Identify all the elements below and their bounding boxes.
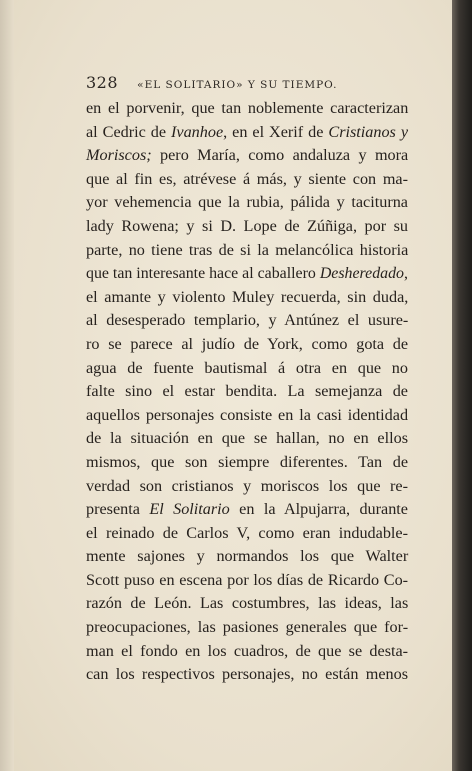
text-run: que al fin es, atrévese á más, y siente con ma- <box>86 169 408 188</box>
italic-text: El Solitario <box>149 500 230 519</box>
text-line <box>86 97 408 121</box>
text-run: agua de fuente bautismal á otra en que no <box>86 358 408 377</box>
text-line <box>86 309 408 333</box>
text-run: , en el Xerif de <box>223 122 329 141</box>
running-title: «EL SOLITARIO» Y SU TIEMPO. <box>137 79 338 91</box>
italic-text: Ivanhoe <box>171 122 224 141</box>
text-line <box>86 121 408 145</box>
body-text <box>86 97 408 687</box>
text-line <box>86 262 408 286</box>
text-run: parte, no tiene tras de si la melancólica historia <box>86 240 409 259</box>
text-line <box>86 380 408 404</box>
text-run: man el fondo en los cuadros, de que se desta- <box>86 641 409 660</box>
text-run: Scott puso en escena por los días de Ricardo Co- <box>86 570 409 589</box>
text-line <box>86 592 408 616</box>
text-run: falte sino el estar bendita. La semejanza de <box>86 382 408 401</box>
text-line <box>86 239 408 263</box>
text-line <box>86 545 408 569</box>
page-number: 328 <box>86 73 119 92</box>
text-run: que tan interesante hace al caballero <box>86 264 320 283</box>
text-run: can los respectivos personajes, no están menos <box>86 665 408 684</box>
text-line <box>86 640 408 664</box>
book-edge <box>452 0 472 771</box>
text-line <box>86 191 408 215</box>
text-line <box>86 663 408 687</box>
text-run: mente sajones y normandos los que Walter <box>86 547 409 566</box>
text-line <box>86 404 408 428</box>
text-run: verdad son cristianos y moriscos los que re- <box>86 476 408 495</box>
text-line <box>86 475 408 499</box>
text-line <box>86 168 408 192</box>
text-run: aquellos personajes consiste en la casi identidad <box>86 405 409 424</box>
text-run: presenta <box>86 500 150 519</box>
text-run: el reinado de Carlos V, como eran indudable- <box>86 523 408 542</box>
page-header <box>86 73 416 95</box>
italic-text: Cristianos y <box>328 122 409 141</box>
italic-text: Moriscos; <box>86 146 152 165</box>
text-line <box>86 144 408 168</box>
text-run: el amante y violento Muley recuerda, sin duda, <box>86 287 409 306</box>
text-line <box>86 569 408 593</box>
text-line <box>86 357 408 381</box>
text-run: lady Rowena; y si D. Lope de Zúñiga, por su <box>86 216 408 235</box>
text-run: al Cedric de <box>86 122 171 141</box>
text-run: de la situación en que se hallan, no en ellos <box>86 429 408 448</box>
text-run: razón de León. Las costumbres, las ideas, las <box>86 594 409 613</box>
page-gutter <box>0 0 14 771</box>
text-line <box>86 451 408 475</box>
text-line <box>86 215 408 239</box>
text-line <box>86 498 408 522</box>
text-line <box>86 427 408 451</box>
text-run: mismos, que son siempre diferentes. Tan de <box>86 452 408 471</box>
text-run: en la Alpujarra, durante <box>229 500 408 519</box>
italic-text: Desheredado <box>319 264 404 283</box>
text-line <box>86 616 408 640</box>
text-run: yor vehemencia que la rubia, pálida y taciturna <box>86 193 408 212</box>
text-run: preocupaciones, las pasiones generales que for- <box>86 618 409 637</box>
text-run: en el porvenir, que tan noblemente caracterizan <box>86 99 409 117</box>
text-run: , <box>403 264 408 283</box>
text-line <box>86 333 408 357</box>
text-run: al desesperado templario, y Antúnez el usure- <box>86 311 409 330</box>
text-line <box>86 522 408 546</box>
text-line <box>86 286 408 310</box>
text-run: pero María, como andaluza y mora <box>151 146 409 165</box>
text-run: ro se parece al judío de York, como gota de <box>86 334 409 353</box>
